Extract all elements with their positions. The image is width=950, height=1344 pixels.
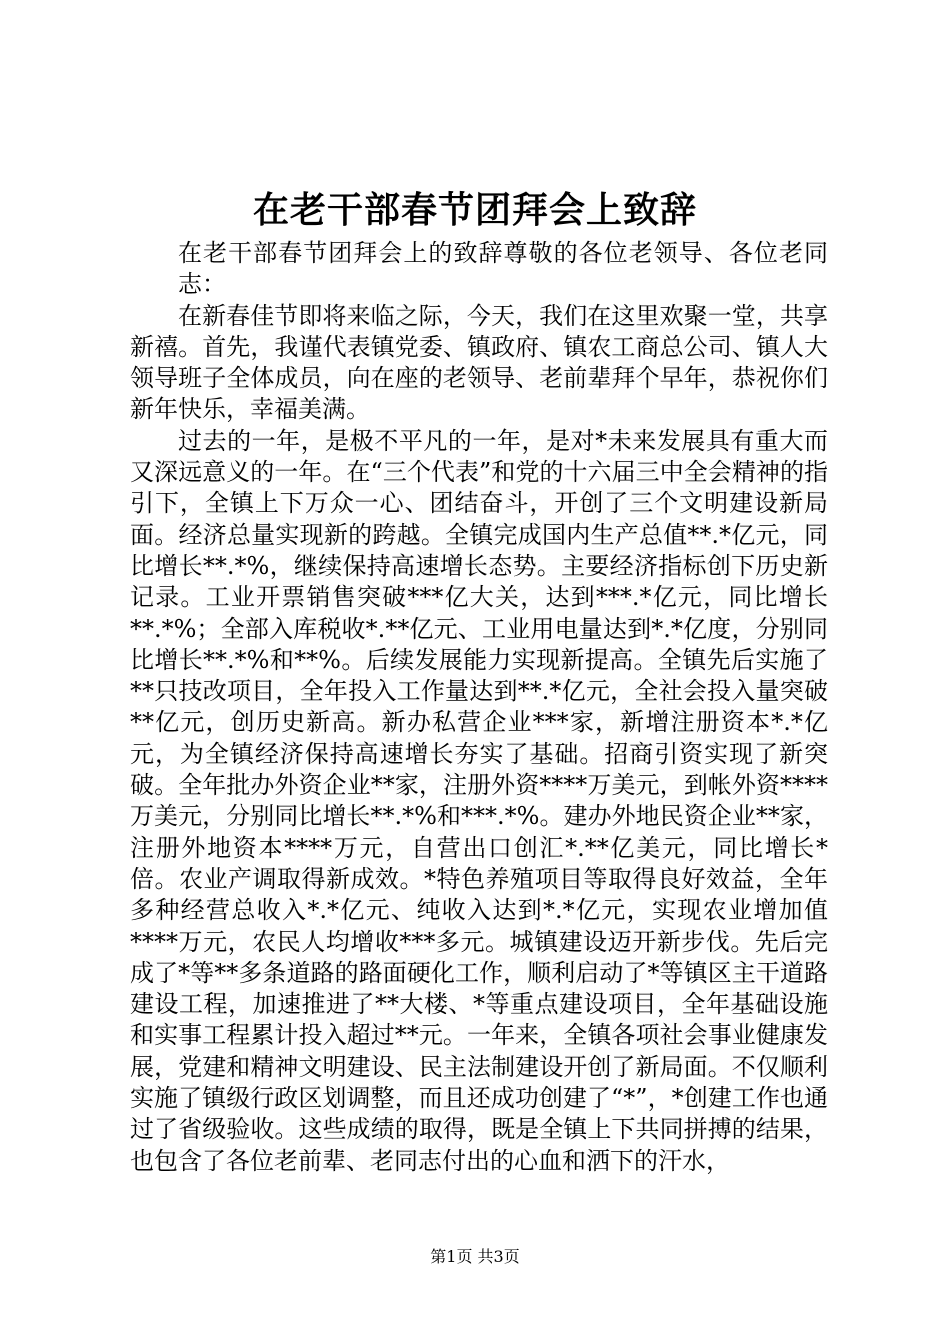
document-body: [130, 238, 828, 1177]
page-number-footer: 第1页 共3页: [430, 1247, 520, 1266]
body-paragraph-2: 过去的一年，是极不平凡的一年，是对*未来发展具有重大而又深远意义的一年。在“三个代表”和党的十六届三中全会精神的指引下，全镇上下万众一心、团结奋斗，开创了三个文明建设新局面。经济总量实现新的跨越。全镇完成国内生产总值**.*亿元，同比增长**.*%，继续保持高速增长态势。主要经济指标创下历史新记录。工业开票销售突破***亿大关，达到***.*亿元，同比增长**.*%；全部入库税收*.**亿元、工业用电量达到*.*亿度，分别同比增长**.*%和**%。后续发展能力实现新提高。全镇先后实施了**只技改项目，全年投入工作量达到**.*亿元，全社会投入量突破**亿元，创历史新高。新办私营企业***家，新增注册资本*.*亿元，为全镇经济保持高速增长夯实了基础。招商引资实现了新突破。全年批办外资企业**家，注册外资****万美元，到帐外资****万美元，分别同比增长**.*%和***.*%。建办外地民资企业**家，注册外地资本****万元，自营出口创汇*.**亿美元，同比增长*倍。农业产调取得新成效。*特色养殖项目等取得良好效益，全年多种经营总收入*.*亿元、纯收入达到*.*亿元，实现农业增加值****万元，农民人均增收***多元。城镇建设迈开新步伐。先后完成了*等**多条道路的路面硬化工作，顺利启动了*等镇区主干道路建设工程，加速推进了**大楼、*等重点建设项目，全年基础设施和实事工程累计投入超过**元。一年来，全镇各项社会事业健康发展，党建和精神文明建设、民主法制建设开创了新局面。不仅顺利实施了镇级行政区划调整，而且还成功创建了“*”，*创建工作也通过了省级验收。这些成绩的取得，既是全镇上下共同拼搏的结果，也包含了各位老前辈、老同志付出的心血和洒下的汗水，: [130, 426, 828, 1175]
body-paragraph-1: 在新春佳节即将来临之际，今天，我们在这里欢聚一堂，共享新禧。首先，我谨代表镇党委、镇政府、镇农工商总公司、镇人大领导班子全体成员，向在座的老领导、老前辈拜个早年，恭祝你们新年快乐，幸福美满。: [130, 301, 828, 424]
intro-paragraph: 在老干部春节团拜会上的致辞尊敬的各位老领导、各位老同志：: [178, 239, 828, 299]
document-title: 在老干部春节团拜会上致辞: [252, 189, 697, 231]
